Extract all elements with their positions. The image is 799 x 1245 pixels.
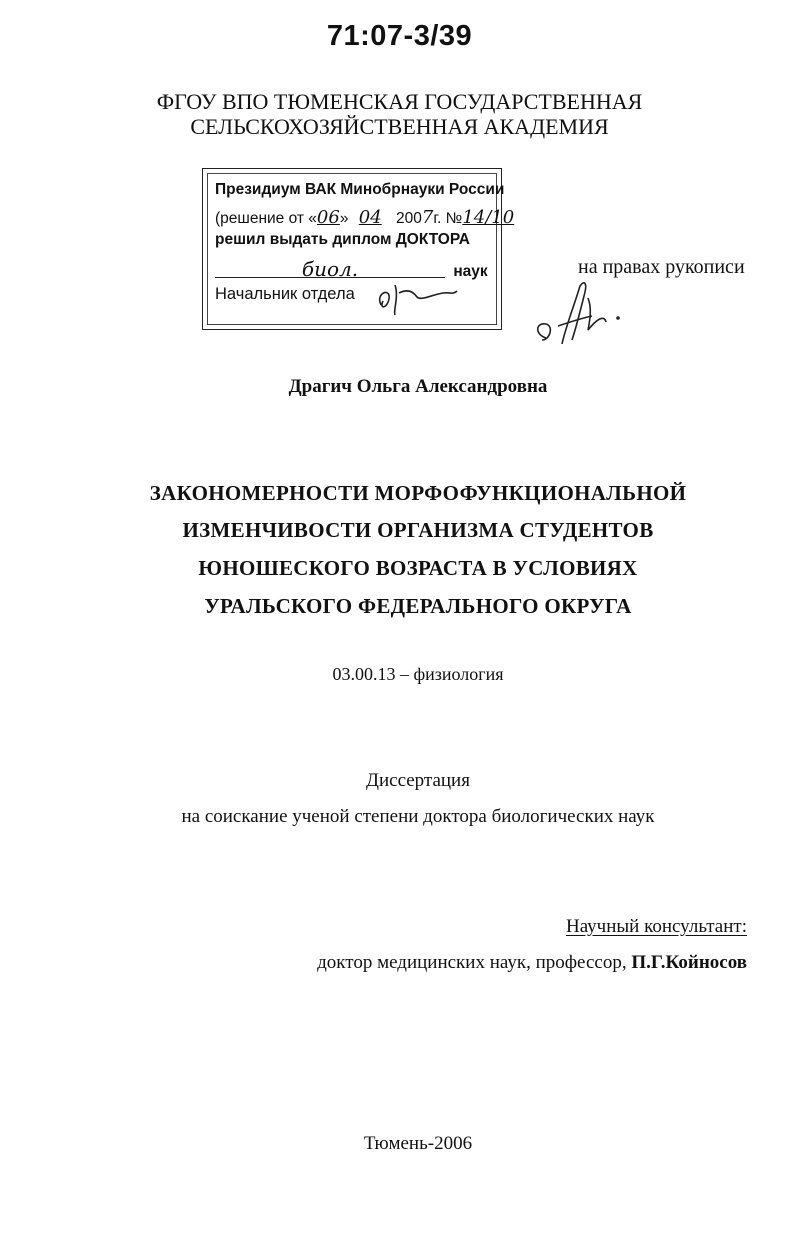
stamp-field-suffix: наук — [453, 263, 488, 280]
stamp-line-decision — [215, 207, 514, 228]
document-type: Диссертация — [366, 770, 470, 791]
stamp-field-handwritten: биол. — [301, 257, 359, 281]
stamp-chief-label: Начальник отдела — [215, 285, 355, 303]
stamp-sep: » — [339, 210, 349, 227]
institution-line-1: ФГОУ ВПО ТЮМЕНСКАЯ ГОСУДАРСТВЕННАЯ — [156, 89, 643, 114]
title-line-3: ЮНОШЕСКОГО ВОЗРАСТА В УСЛОВИЯХ — [198, 556, 638, 580]
vak-stamp — [202, 168, 515, 330]
consultant-info — [317, 952, 747, 974]
title-line-1: ЗАКОНОМЕРНОСТИ МОРФОФУНКЦИОНАЛЬНОЙ — [149, 481, 687, 505]
stamp-decision-prefix: (решение от « — [215, 210, 317, 227]
specialty-code: 03.00.13 – физиология — [332, 664, 504, 684]
handwritten-signature — [532, 278, 628, 360]
stamp-day: 06 — [316, 207, 340, 228]
consultant-heading: Научный консультант: — [565, 916, 747, 937]
stamp-signature — [373, 275, 463, 319]
stamp-number: 14/10 — [462, 207, 515, 228]
author-name: Драгич Ольга Александровна — [288, 376, 548, 397]
degree-statement: на соискание ученой степени доктора биологических наук — [181, 806, 655, 827]
archive-code: 71:07-3/39 — [326, 20, 473, 52]
stamp-month: 04 — [358, 207, 382, 228]
institution-line-2: СЕЛЬСКОХОЗЯЙСТВЕННАЯ АКАДЕМИЯ — [190, 114, 609, 139]
stamp-line-award: решил выдать диплом ДОКТОРА — [215, 231, 471, 248]
city-year: Тюмень-2006 — [363, 1133, 473, 1154]
stamp-year-digit: 7 — [421, 207, 434, 228]
consultant-name: П.Г.Койносов — [631, 952, 747, 973]
stamp-line-presidium: Президиум ВАК Минобрнауки России — [215, 181, 505, 198]
consultant-credentials: доктор медицинских наук, профессор, — [317, 952, 627, 973]
title-line-4: УРАЛЬСКОГО ФЕДЕРАЛЬНОГО ОКРУГА — [204, 594, 632, 618]
stamp-year-prefix: 200 — [395, 210, 422, 227]
manuscript-rights: на правах рукописи — [578, 256, 745, 278]
stamp-year-suffix: г. № — [433, 210, 463, 227]
title-line-2: ИЗМЕНЧИВОСТИ ОРГАНИЗМА СТУДЕНТОВ — [182, 518, 654, 542]
